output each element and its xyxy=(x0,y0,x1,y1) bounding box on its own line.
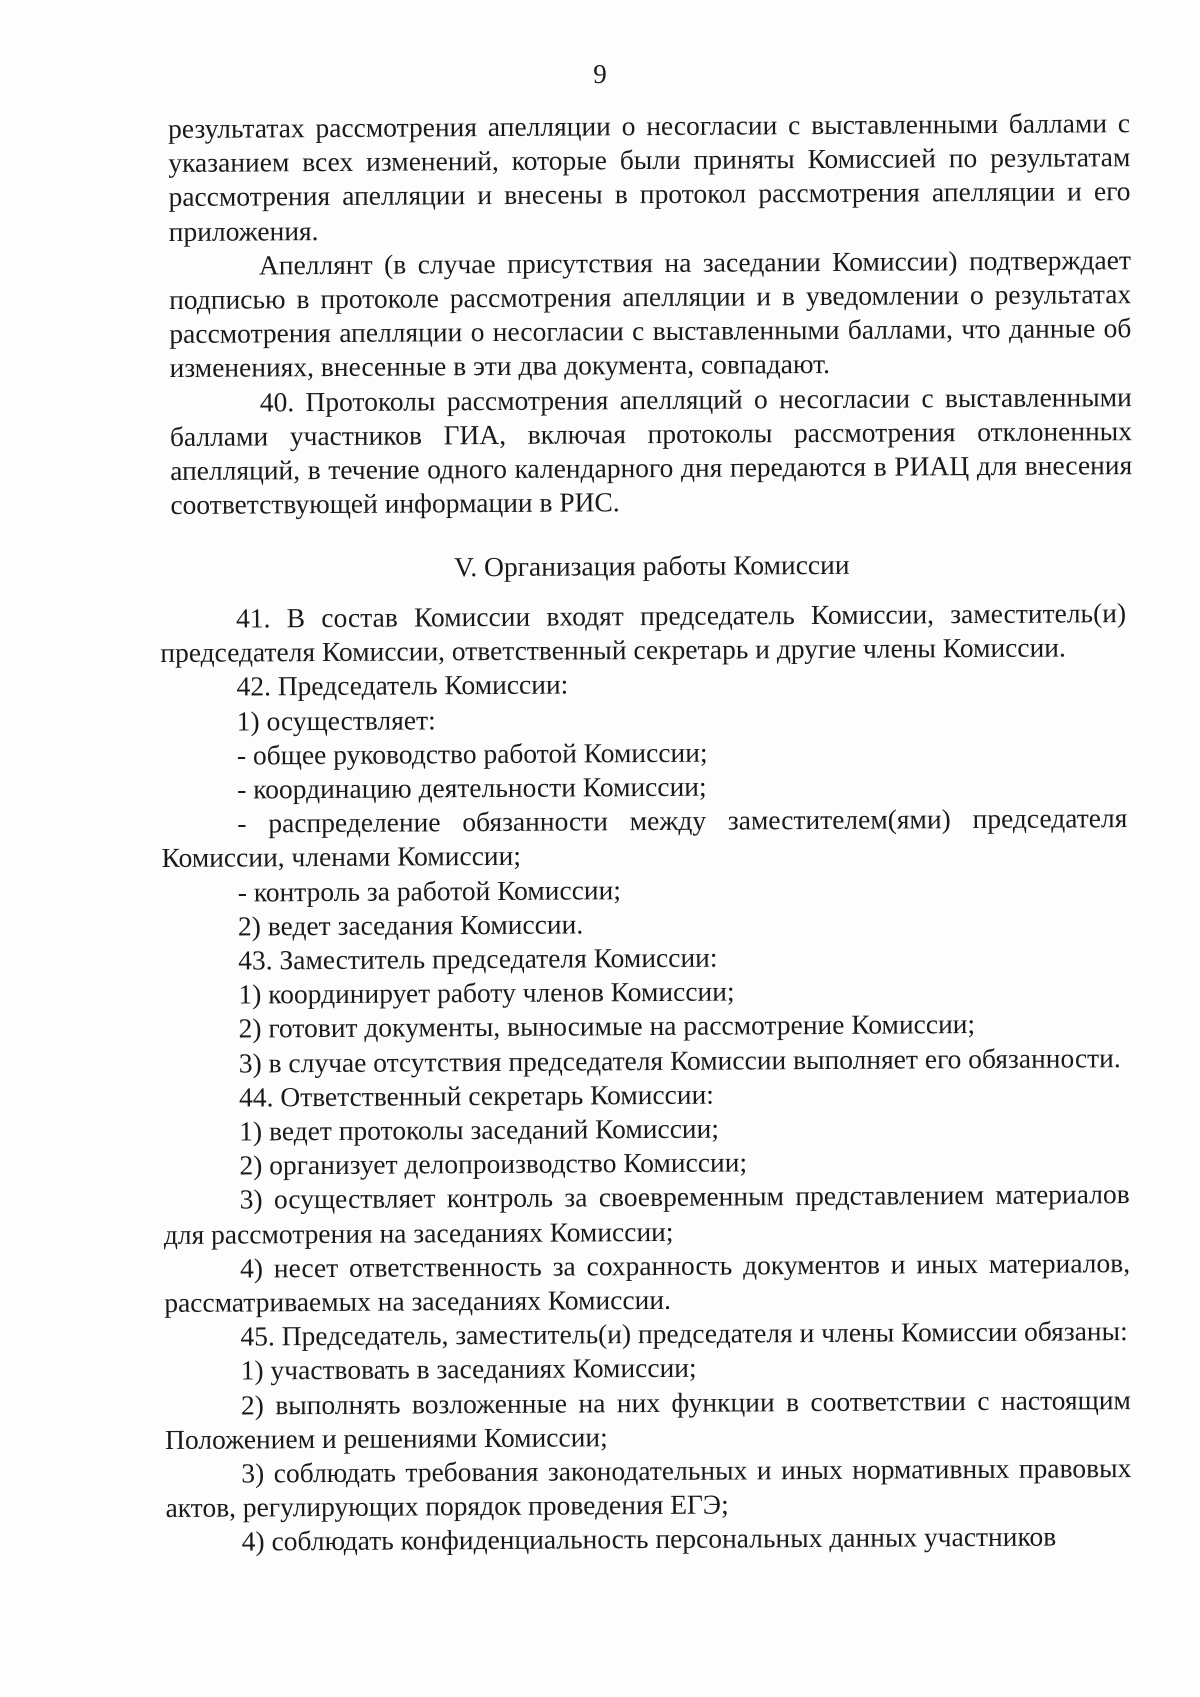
paragraph-item-44: 44. Ответственный секретарь Комиссии: xyxy=(238,1078,714,1113)
list-item: 1) участвовать в заседаниях Комиссии; xyxy=(240,1352,697,1386)
page-number: 9 xyxy=(593,59,607,89)
list-item: 3) осуществляет контроль за своевременным представлением материалов для рассмотрения на заседаниях Комиссии; xyxy=(163,1178,1130,1250)
paragraph: Апеллянт (в случае присутствия на заседании Комиссии) подтверждает подписью в протоколе рассмотрения апелляции и в уведомлении о результатах рассмотрения апелляции о несогласии с выставленными баллами, что данные об изменениях, внесенные в эти два документа, совпадают. xyxy=(169,243,1132,384)
list-item: 2) ведет заседания Комиссии. xyxy=(237,908,584,942)
list-item: 1) ведет протоколы заседаний Комиссии; xyxy=(239,1112,720,1147)
list-item: 2) организует делопроизводство Комиссии; xyxy=(239,1146,748,1181)
list-item: - распределение обязанности между заместителем(ями) председателя Комиссии, членами Комиссии; xyxy=(161,802,1128,874)
list-item: 4) несет ответственность за сохранность документов и иных материалов, рассматриваемых на заседаниях Комиссии. xyxy=(164,1246,1131,1319)
paragraph-item-41: 41. В состав Комиссии входят председатель Комиссии, заместитель(и) председателя Комиссии, ответственный секретарь и другие члены Комиссии. xyxy=(160,597,1127,669)
paragraph-item-42: 42. Председатель Комиссии: xyxy=(236,668,569,702)
paragraph-item-43: 43. Заместитель председателя Комиссии: xyxy=(238,941,718,976)
section-heading: V. Организация работы Комиссии xyxy=(453,549,850,583)
paragraph-item-45: 45. Председатель, заместитель(и) председателя и члены Комиссии обязаны: xyxy=(240,1315,1128,1352)
list-item: - контроль за работой Комиссии; xyxy=(237,873,622,908)
list-item: 1) осуществляет: xyxy=(236,703,436,737)
section-body xyxy=(160,596,1132,1560)
list-item: 3) в случае отсутствия председателя Комиссии выполняет его обязанности. xyxy=(238,1041,1121,1079)
list-item: - общее руководство работой Комиссии; xyxy=(236,736,708,771)
paragraph-item-40: 40. Протоколы рассмотрения апелляций о несогласии с выставленными баллами участников ГИА, включая протоколы рассмотрения отклоненных апелляций, в течение одного календарного дня передаются в РИАЦ для внесения соответствующей информации в РИС. xyxy=(169,380,1133,521)
intro-text-block xyxy=(168,106,1133,617)
list-item: 2) готовит документы, выносимые на рассмотрение Комиссии; xyxy=(238,1008,976,1044)
paragraph: результатах рассмотрения апелляции о несогласии с выставленными баллами с указанием всех изменений, которые были приняты Комиссией по результатам рассмотрения апелляции и внесены в протокол рассмотрения апелляции и его приложения. xyxy=(168,107,1131,247)
list-item: 3) соблюдать требования законодательных и иных нормативных правовых актов, регулирующих порядок проведения ЕГЭ; xyxy=(165,1452,1132,1524)
list-item: 4) соблюдать конфиденциальность персональных данных участников xyxy=(241,1521,1057,1558)
list-item: 1) координирует работу членов Комиссии; xyxy=(238,975,735,1010)
list-item: - координацию деятельности Комиссии; xyxy=(237,770,707,805)
list-item: 2) выполнять возложенные на них функции в соответствии с настоящим Положением и решениями Комиссии; xyxy=(165,1383,1131,1455)
